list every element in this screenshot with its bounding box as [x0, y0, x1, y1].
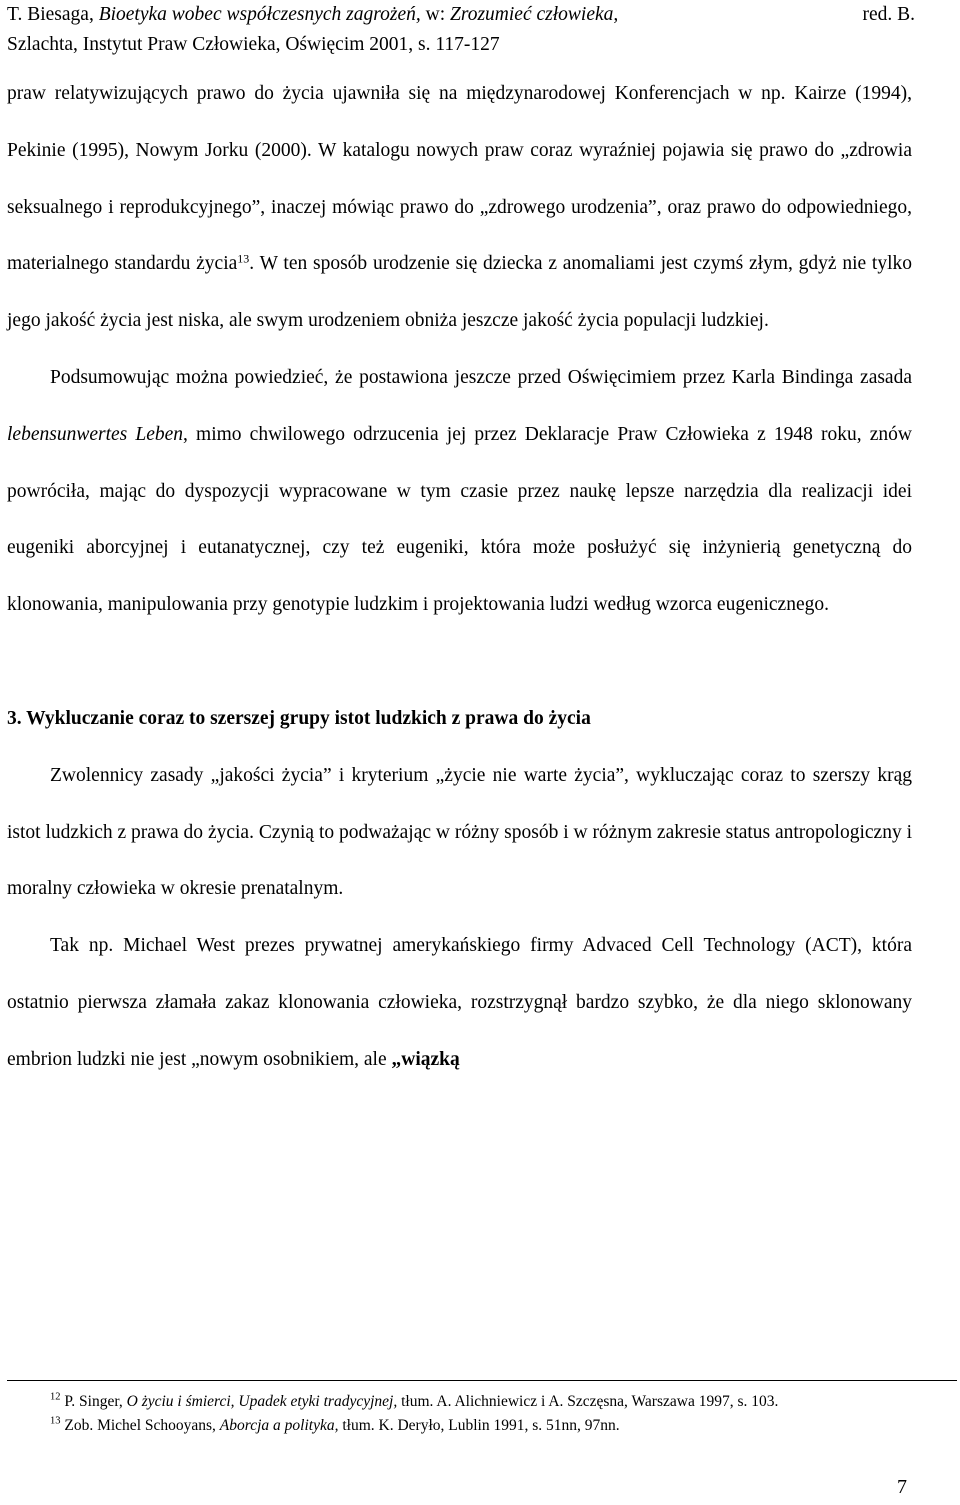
citation-header	[7, 0, 915, 60]
citation-line-1	[7, 0, 915, 30]
footnote-12: $^{12}$ P. Singer, O życiu i śmierci, Upadek etyki tradycyjnej, tłum. A. Alichniewicz i A. Szczęsna, Warszawa 1997, s. 103.	[50, 1391, 779, 1410]
footnote-separator	[7, 1380, 957, 1381]
footnote-13: $^{13}$ Zob. Michel Schooyans, Aborcja a polityka, tłum. K. Deryło, Lublin 1991, s. 51nn, 97nn.	[50, 1415, 620, 1434]
paragraph-2: Podsumowując można powiedzieć, że postawiona jeszcze przed Oświęcimiem przez Karla Bindinga zasada lebensunwertes Leben, mimo chwilowego odrzucenia jej przez Deklaracje Praw Człowieka z 1948 roku, znów powróciła, mając do dyspozycji wypracowane w tym czasie przez naukę lepsze narzędzia dla realizacji idei eugeniki aborcyjnej i eutanatycznej, czy też eugeniki, która może posłużyć się inżynierią genetyczną do klonowania, manipulowania przy genotypie ludzkim i projektowania ludzi według wzorca eugenicznego.	[7, 366, 912, 616]
citation-editor: red. B.	[862, 4, 915, 25]
book-title: Bioetyka wobec współczesnych zagrożeń,	[98, 4, 421, 25]
citation-main: T. Biesaga, Bioetyka wobec współczesnych zagrożeń, w: Zrozumieć człowieka,	[7, 4, 619, 25]
paragraph-1: praw relatywizujących prawo do życia ujawniła się na międzynarodowej Konferencjach w np. Kairze (1994), Pekinie (1995), Nowym Jorku (2000). W katalogu nowych praw coraz wyraźniej pojawia się prawo do „zdrowia seksualnego i reprodukcyjnego”, inaczej mówiąc prawo do „zdrowego urodzenia”, oraz prawo do odpowiedniego, materialnego standardu życia$^{13}$. W ten sposób urodzenie się dziecka z anomaliami jest czymś złym, gdyż nie tylko jego jakość życia jest niska, ale swym urodzeniem obniża jeszcze jakość życia populacji ludzkiej.	[7, 83, 913, 332]
volume-title: Zrozumieć człowieka,	[450, 4, 619, 25]
section-heading: 3. Wykluczanie coraz to szerszej grupy istot ludzkich z prawa do życia	[7, 707, 591, 729]
footnotes	[7, 1390, 912, 1438]
paragraph-4: Tak np. Michael West prezes prywatnej amerykańskiego firmy Advaced Cell Technology (ACT), która ostatnio pierwsza złamała zakaz klonowania człowieka, rozstrzygnął bardzo szybko, że dla niego sklonowany embrion ludzki nie jest „nowym osobnikiem, ale „wiązką	[7, 935, 912, 1070]
bold-quote: „wiązką	[391, 1048, 460, 1070]
german-term: lebensunwertes Leben	[7, 423, 184, 445]
footnote-ref-13: 13	[237, 251, 250, 266]
paragraph-3: Zwolennicy zasady „jakości życia” i kryterium „życie nie warte życia”, wykluczając coraz to szerszy krąg istot ludzkich z prawa do życia. Czynią to podważając w różny sposób i w różnym zakresie status antropologiczny i moralny człowieka w okresie prenatalnym.	[7, 764, 912, 900]
body-text	[7, 66, 912, 1089]
citation-line-2: Szlachta, Instytut Praw Człowieka, Oświęcim 2001, s. 117-127	[7, 34, 500, 55]
page-number: 7	[897, 1476, 907, 1498]
